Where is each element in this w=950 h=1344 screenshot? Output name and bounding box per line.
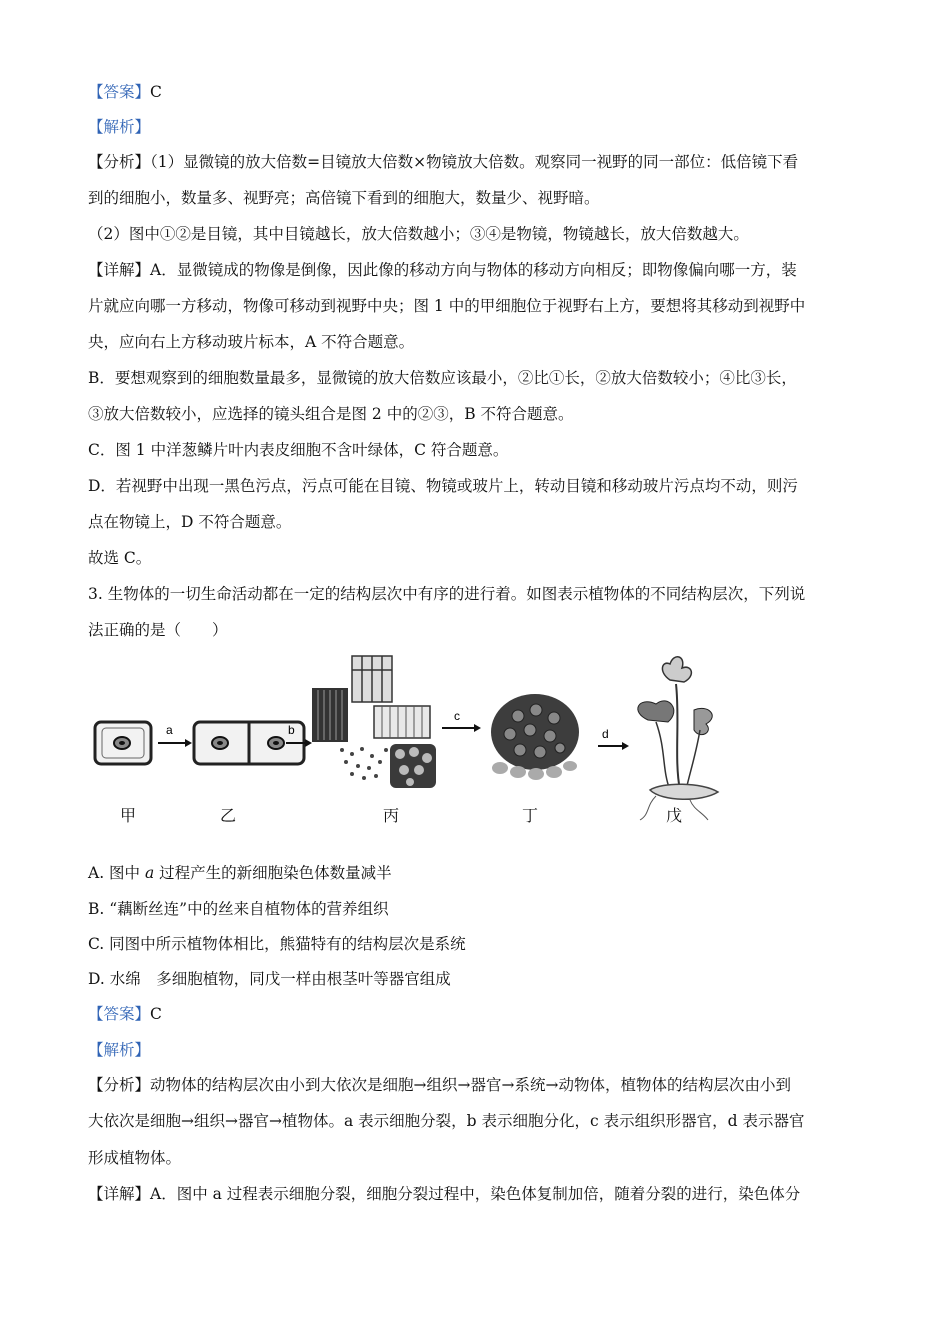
q2-detail-text-1: A．显微镜成的物像是倒像，因此像的移动方向与物体的移动方向相反；即物像偏向哪一方，装 bbox=[150, 261, 797, 279]
q2-fenxi-text-1: （1）显微镜的放大倍数=目镜放大倍数×物镜放大倍数。观察同一视野的同一部位：低倍镜下看 bbox=[150, 153, 799, 171]
plant-structure-figure bbox=[90, 650, 730, 840]
q3-fenxi-line-2: 大依次是细胞→组织→器官→植物体。a 表示细胞分裂，b 表示细胞分化，c 表示组织形器官，d 表示器官 bbox=[88, 1112, 805, 1130]
answer-value: C bbox=[150, 1005, 162, 1023]
lotus-pod-icon bbox=[491, 694, 579, 780]
q2-detail-line-5: ③放大倍数较小，应选择的镜头组合是图 2 中的②③，B 不符合题意。 bbox=[88, 405, 574, 423]
fenxi-tag: 【分析】 bbox=[88, 153, 151, 171]
q3-detail-text-1: A．图中 a 过程表示细胞分裂，细胞分裂过程中，染色体复制加倍，随着分裂的进行，染色体分 bbox=[150, 1185, 801, 1203]
figure-label-jia: 甲 bbox=[120, 806, 137, 825]
q2-detail-line-7: D．若视野中出现一黑色污点，污点可能在目镜、物镜或玻片上，转动目镜和移动玻片污点均不动，则污 bbox=[88, 477, 798, 495]
option-d[interactable]: D. 水绵 多细胞植物，同戊一样由根茎叶等器官组成 bbox=[88, 970, 451, 988]
arrow-d-icon bbox=[598, 742, 629, 750]
arrow-a-label: a bbox=[166, 723, 173, 737]
arrow-c-label: c bbox=[454, 709, 460, 723]
option-a-text: 过程产生的新细胞染色体数量减半 bbox=[154, 864, 392, 882]
option-a-variable: a bbox=[144, 864, 155, 882]
q2-detail-line-6: C．图 1 中洋葱鳞片叶内表皮细胞不含叶绿体，C 符合题意。 bbox=[88, 441, 509, 459]
q2-detail-line-8: 点在物镜上，D 不符合题意。 bbox=[88, 513, 292, 531]
figure-label-yi: 乙 bbox=[220, 806, 237, 825]
cell-single-icon bbox=[95, 722, 151, 764]
option-c[interactable]: C. 同图中所示植物体相比，熊猫特有的结构层次是系统 bbox=[88, 935, 466, 953]
q3-fenxi-text-1: 动物体的结构层次由小到大依次是细胞→组织→器官→系统→动物体，植物体的结构层次由小到 bbox=[150, 1076, 791, 1094]
detail-tag: 【详解】 bbox=[88, 1185, 151, 1203]
arrow-c-icon bbox=[442, 724, 481, 732]
q2-answer-line bbox=[88, 82, 162, 102]
q2-fenxi-line-1 bbox=[88, 152, 798, 172]
detail-tag: 【详解】 bbox=[88, 261, 151, 279]
q2-detail-line-1 bbox=[88, 260, 797, 280]
q3-stem-line-2: 法正确的是（ ） bbox=[88, 621, 228, 639]
tissues-icon bbox=[312, 656, 436, 788]
q2-detail-line-2: 片就应向哪一方移动，物像可移动到视野中央；图 1 中的甲细胞位于视野右上方，要想将其移动到视野中 bbox=[88, 297, 806, 315]
q2-fenxi-line-2: 到的细胞小，数量多、视野亮；高倍镜下看到的细胞大，数量少、视野暗。 bbox=[88, 189, 600, 207]
figure-label-bing: 丙 bbox=[383, 806, 400, 825]
arrow-d-label: d bbox=[602, 727, 609, 741]
option-a-prefix: A. 图中 bbox=[88, 864, 145, 882]
q3-detail-line-1 bbox=[88, 1184, 800, 1204]
q2-conclusion: 故选 C。 bbox=[88, 549, 152, 567]
answer-tag: 【答案】 bbox=[88, 1005, 151, 1023]
answer-value: C bbox=[150, 83, 162, 101]
q2-fenxi-line-3: （2）图中①②是目镜，其中目镜越长，放大倍数越小；③④是物镜，物镜越长，放大倍数越大。 bbox=[88, 225, 749, 243]
option-a[interactable] bbox=[88, 863, 392, 883]
q2-detail-line-4: B．要想观察到的细胞数量最多，显微镜的放大倍数应该最小，②比①长，②放大倍数较小；④比③长， bbox=[88, 369, 797, 387]
q3-answer-line bbox=[88, 1004, 162, 1024]
answer-tag: 【答案】 bbox=[88, 83, 151, 101]
analysis-tag: 【解析】 bbox=[88, 118, 151, 136]
arrow-a-icon bbox=[158, 739, 192, 747]
option-b[interactable]: B. “藕断丝连”中的丝来自植物体的营养组织 bbox=[88, 900, 389, 918]
q3-stem-line-1: 3. 生物体的一切生命活动都在一定的结构层次中有序的进行着。如图表示植物体的不同结构层次，下列说 bbox=[88, 585, 806, 603]
arrow-b-label: b bbox=[288, 723, 295, 737]
analysis-tag: 【解析】 bbox=[88, 1041, 151, 1059]
lotus-plant-icon bbox=[638, 657, 718, 820]
q2-detail-line-3: 央，应向右上方移动玻片标本，A 不符合题意。 bbox=[88, 333, 415, 351]
q3-fenxi-line-3: 形成植物体。 bbox=[88, 1149, 182, 1167]
figure-label-wu: 戊 bbox=[666, 806, 683, 825]
q3-fenxi-line-1 bbox=[88, 1075, 791, 1095]
fenxi-tag: 【分析】 bbox=[88, 1076, 151, 1094]
figure-label-ding: 丁 bbox=[522, 806, 539, 825]
